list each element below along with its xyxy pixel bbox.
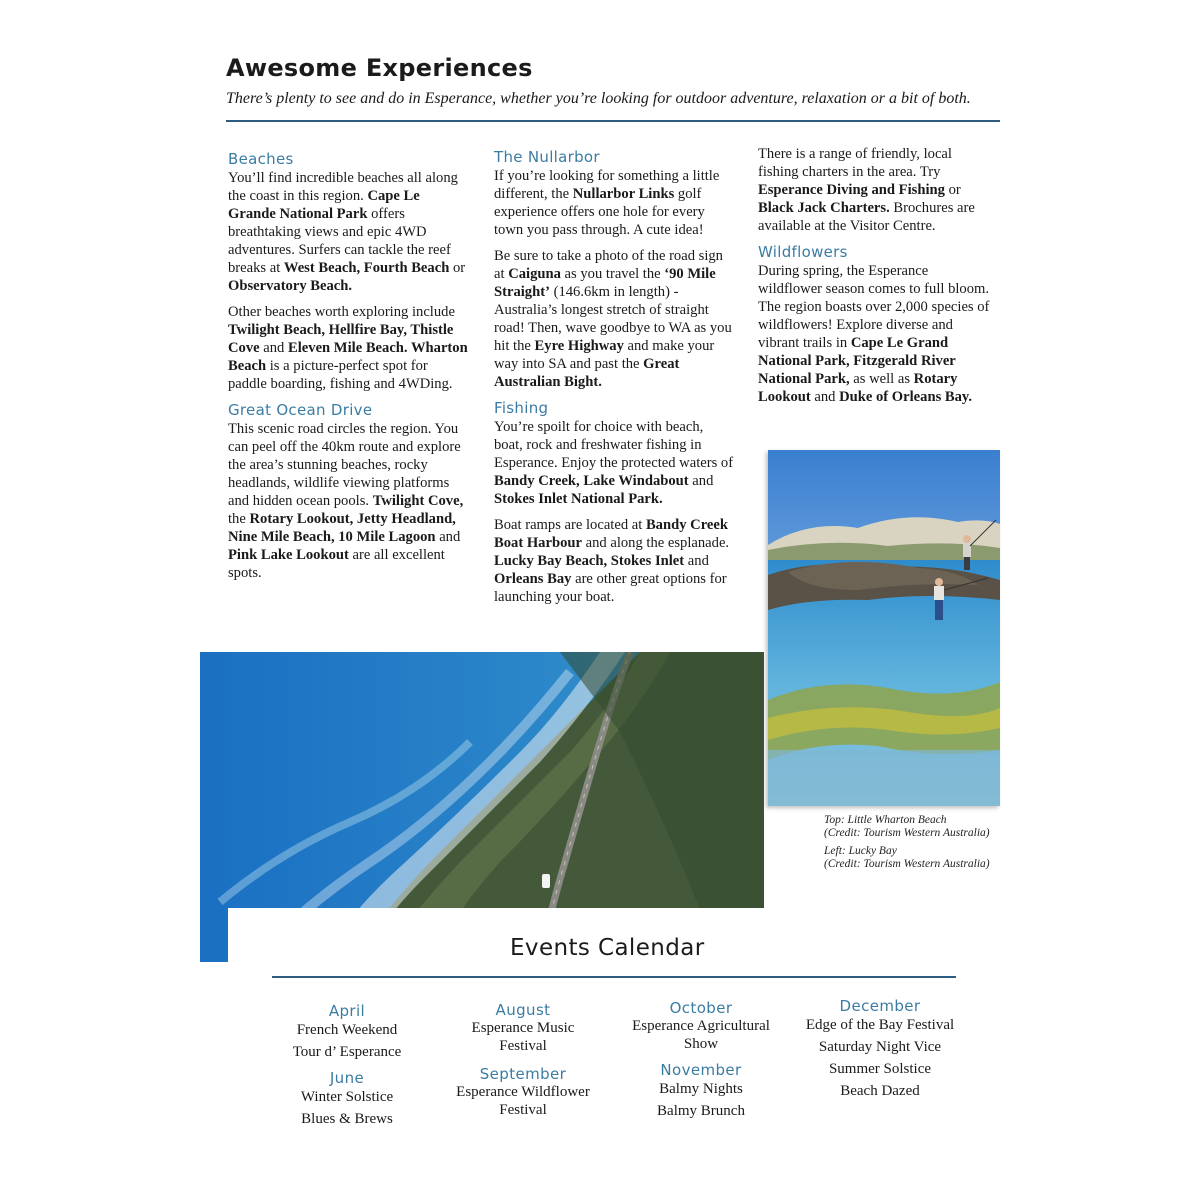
section-heading-beaches: Beaches [228, 150, 294, 168]
bold-place-name: Cape Le Grand National Park, Fitzgerald River National Park, [758, 335, 956, 387]
event-item: Esperance Agricultural Show [632, 1018, 770, 1052]
bold-place-name: Rotary Lookout [758, 371, 958, 405]
events-column-3 [626, 999, 776, 1123]
bold-place-name: Twilight Beach, Hellfire Bay, Thistle Cove [228, 322, 454, 356]
bold-place-name: ‘90 Mile Straight’ [494, 266, 716, 300]
nullarbor-paragraph-2: Be sure to take a photo of the road sign at Caiguna as you travel the ‘90 Mile Straight’ (146.6km in length) - Australia’s longest stretch of straight road! Then, wave goodbye to WA as you hit the Eyre Highway and make your way into SA and past the Great Australian Bight. [494, 248, 732, 390]
event-item: Summer Solstice [828, 1061, 932, 1077]
great-ocean-drive-paragraph: This scenic road circles the region. You can peel off the 40km route and explore the area’s stunning beaches, rocky headlands, wildlife viewing platforms and hidden ocean pools. Twilight Cove, the Rotary Lookout, Jetty Headland, Nine Mile Beach, 10 Mile Lagoon and Pink Lake Lookout are all excellent spots. [228, 421, 464, 581]
events-column-4 [800, 997, 960, 1103]
event-month: November [660, 1061, 742, 1079]
beaches-paragraph-2: Other beaches worth exploring include Twilight Beach, Hellfire Bay, Thistle Cove and Eleven Mile Beach. Wharton Beach is a picture-perfect spot for paddle boarding, fishing and 4WDing. [228, 304, 468, 392]
bold-place-name: Duke of Orleans Bay. [839, 389, 973, 405]
little-wharton-beach-illustration [768, 450, 1000, 806]
little-wharton-beach-photo [768, 450, 1000, 806]
beaches-paragraph-1: You’ll find incredible beaches all along the coast in this region. Cape Le Grande National Park offers breathtaking views and epic 4WD adventures. Surfers can tackle the reef breaks at West Beach, Fourth Beach or Observatory Beach. [228, 170, 466, 294]
bold-place-name: Orleans Bay [494, 571, 572, 587]
section-heading-nullarbor: The Nullarbor [494, 148, 600, 166]
caption-left: Left: Lucky Bay [824, 845, 897, 857]
bold-place-name: Twilight Cove, [372, 493, 464, 509]
bold-place-name: Rotary Lookout, Jetty Headland, Nine Mile Beach, 10 Mile Lagoon [228, 511, 456, 545]
bold-place-name: Pink Lake Lookout [228, 547, 349, 563]
column-1 [228, 150, 468, 590]
fishing-paragraph-2: Boat ramps are located at Bandy Creek Boat Harbour and along the esplanade. Lucky Bay Beach, Stokes Inlet and Orleans Bay are other great options for launching your boat. [494, 517, 730, 605]
title-divider [226, 120, 1000, 122]
bold-place-name: Black Jack Charters. [758, 200, 890, 216]
event-item: Balmy Brunch [657, 1103, 745, 1119]
event-item: French Weekend [296, 1022, 398, 1038]
event-month: August [495, 1001, 551, 1019]
bold-place-name: Nullarbor Links [572, 186, 675, 202]
charters-paragraph: There is a range of friendly, local fishing charters in the area. Try Esperance Diving and Fishing or Black Jack Charters. Brochures are available at the Visitor Centre. [758, 146, 975, 234]
column-2 [494, 148, 734, 614]
bold-place-name: Cape Le Grande National Park [228, 188, 420, 222]
caption-left-credit: (Credit: Tourism Western Australia) [824, 857, 990, 870]
bold-place-name: Lucky Bay Beach, Stokes Inlet [494, 553, 685, 569]
event-month: June [329, 1069, 365, 1087]
nullarbor-paragraph-1: If you’re looking for something a little different, the Nullarbor Links golf experience offers one hole for every town you pass through. A cute idea! [494, 168, 720, 238]
event-month: December [839, 997, 921, 1015]
bold-place-name: Stokes Inlet National Park. [494, 491, 663, 507]
bold-place-name: Esperance Diving and Fishing [758, 182, 945, 198]
section-heading-fishing: Fishing [494, 399, 549, 417]
events-calendar-title: Events Calendar [510, 935, 705, 961]
event-item: Balmy Nights [659, 1081, 743, 1097]
event-item: Edge of the Bay Festival [805, 1017, 955, 1033]
events-divider [272, 976, 956, 978]
events-column-1 [272, 1002, 422, 1131]
bold-place-name: Great Australian Bight. [494, 356, 680, 390]
event-month: September [479, 1065, 567, 1083]
caption-top-credit: (Credit: Tourism Western Australia) [824, 826, 990, 839]
bold-place-name: Eleven Mile Beach. Wharton Beach [228, 340, 468, 374]
photo-captions [824, 814, 1004, 870]
events-column-2 [448, 1001, 598, 1123]
event-item: Blues & Brews [301, 1111, 393, 1127]
event-item: Tour d’ Esperance [292, 1044, 402, 1060]
bold-place-name: Eyre Highway [534, 338, 624, 354]
bold-place-name: Bandy Creek Boat Harbour [494, 517, 728, 551]
caption-top: Top: Little Wharton Beach [824, 814, 947, 826]
page-subtitle: There’s plenty to see and do in Esperance, whether you’re looking for outdoor adventure, relaxation or a bit of both. [226, 90, 971, 107]
event-month: April [328, 1002, 366, 1020]
bold-place-name: Caiguna [508, 266, 561, 282]
event-item: Esperance Music Festival [471, 1020, 575, 1054]
page-title: Awesome Experiences [226, 54, 533, 82]
bold-place-name: Bandy Creek, Lake Windabout [494, 473, 689, 489]
section-heading-great-ocean-drive: Great Ocean Drive [228, 401, 373, 419]
event-item: Beach Dazed [840, 1083, 920, 1099]
bold-place-name: Observatory Beach. [228, 278, 353, 294]
event-item: Saturday Night Vice [818, 1039, 942, 1055]
column-3 [758, 145, 994, 414]
event-month: October [669, 999, 733, 1017]
bold-place-name: West Beach, Fourth Beach [283, 260, 450, 276]
section-heading-wildflowers: Wildflowers [758, 243, 848, 261]
wildflowers-paragraph: During spring, the Esperance wildflower season comes to full bloom. The region boasts over 2,000 species of wildflowers! Explore diverse and vibrant trails in Cape Le Grand National Park, Fitzgerald River National Park, as well as Rotary Lookout and Duke of Orleans Bay. [758, 263, 990, 405]
event-item: Esperance Wildflower Festival [456, 1084, 590, 1118]
fishing-paragraph-1: You’re spoilt for choice with beach, boat, rock and freshwater fishing in Esperance. Enjoy the protected waters of Bandy Creek, Lake Windabout and Stokes Inlet National Park. [494, 419, 734, 507]
event-item: Winter Solstice [300, 1089, 394, 1105]
